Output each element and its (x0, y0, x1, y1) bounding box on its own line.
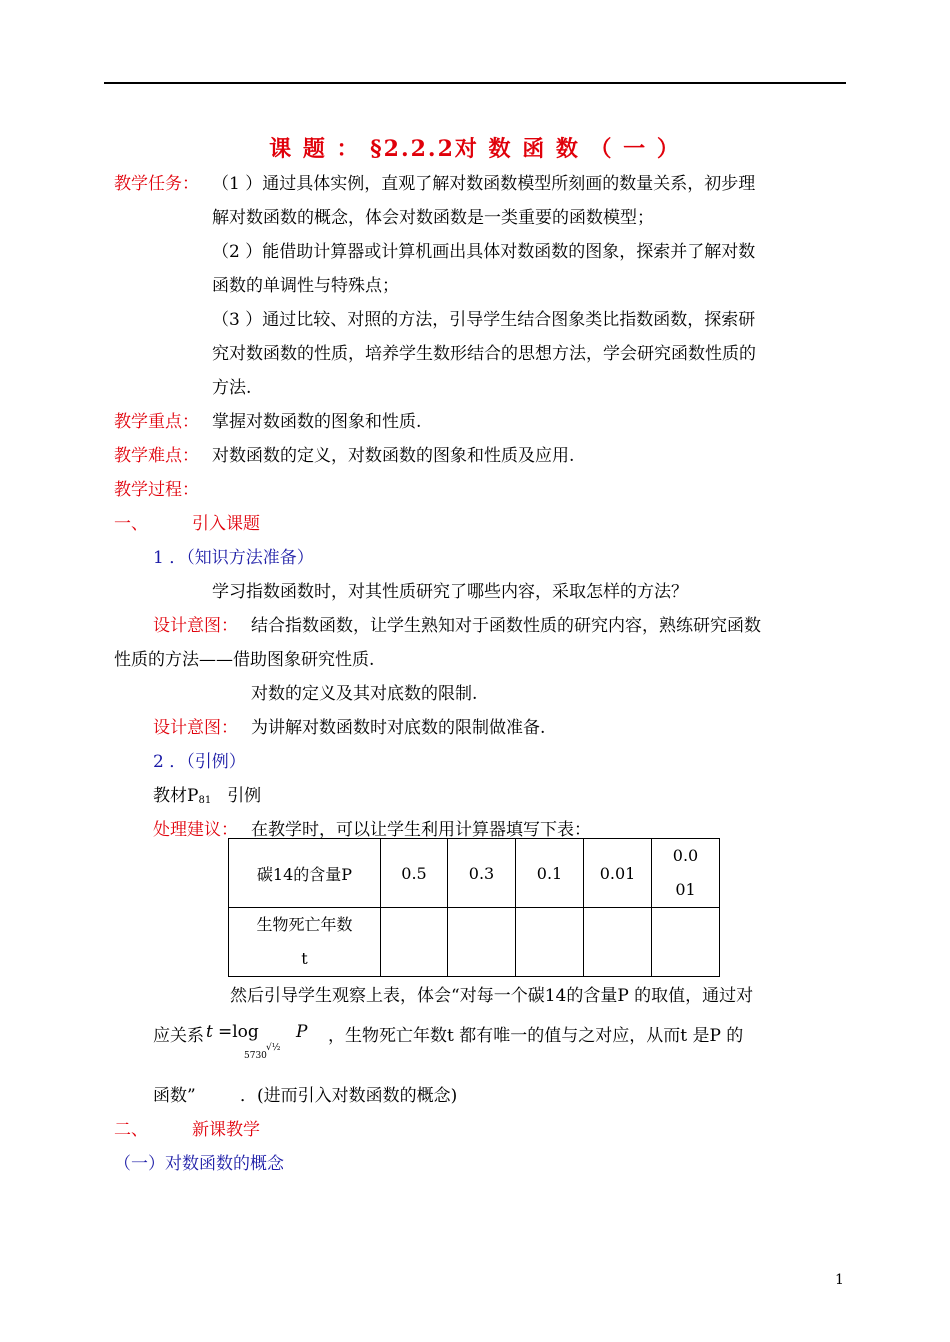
design-intent-2-label: 设计意图： (153, 718, 238, 738)
table-cell-empty (516, 908, 584, 977)
observe-line-3a: 函数” (153, 1086, 196, 1106)
suggestion-text: 在教学时，可以让学生利用计算器填写下表： (251, 820, 591, 840)
table-row (229, 839, 720, 908)
observe-line-3b: ．(进而引入对数函数的概念) (240, 1086, 458, 1106)
difficulty-label: 教学难点： (114, 446, 199, 466)
table-cell: 0.01 (584, 839, 652, 908)
item-2-heading: 2 ．（引例） (153, 752, 246, 772)
suggestion-label: 处理建议： (153, 820, 238, 840)
tasks-label: 教学任务： (114, 174, 199, 194)
design-intent-1-label: 设计意图： (153, 616, 238, 636)
question-2: 对数的定义及其对底数的限制. (251, 684, 478, 704)
task-line-2: 解对数函数的概念，体会对数函数是一类重要的函数模型； (212, 208, 654, 228)
task-line-4: 函数的单调性与特殊点； (212, 276, 399, 296)
question-1: 学习指数函数时，对其性质研究了哪些内容，采取怎样的方法？ (212, 582, 688, 602)
process-label: 教学过程： (114, 480, 199, 500)
header-rule (104, 82, 846, 84)
table-cell-last-b: 01 (675, 880, 696, 899)
page-title: 课 题 ： §2.2.2对 数 函 数 （ 一 ） (269, 136, 681, 162)
section-2-number: 二、 (114, 1120, 148, 1140)
section-1-number: 一、 (114, 514, 148, 534)
table-header-years (229, 908, 381, 977)
table-cell-empty (448, 908, 516, 977)
key-point-label: 教学重点： (114, 412, 199, 432)
design-intent-2-text: 为讲解对数函数时对底数的限制做准备. (251, 718, 546, 738)
task-line-1: （1 ）通过具体实例，直观了解对数函数模型所刻画的数量关系，初步理 (212, 174, 756, 194)
table-row (229, 908, 720, 977)
formula-log: =log (218, 1022, 259, 1042)
key-point-text: 掌握对数函数的图象和性质. (212, 412, 422, 432)
section-2-title: 新课教学 (192, 1120, 260, 1140)
design-intent-1-line-1: 结合指数函数，让学生熟知对于函数性质的研究内容，熟练研究函数 (251, 616, 761, 636)
design-intent-1-line-2: 性质的方法——借助图象研究性质. (114, 650, 375, 670)
table-header-years-a: 生物死亡年数 (256, 915, 353, 934)
task-line-7: 方法. (212, 378, 252, 398)
task-line-6: 究对数函数的性质，培养学生数形结合的思想方法，学会研究函数性质的 (212, 344, 756, 364)
textbook-page: 81 (198, 795, 212, 806)
observe-line-1: 然后引导学生观察上表，体会“对每一个碳14的含量P 的取值，通过对 (230, 986, 754, 1006)
item-1-heading: 1 ．（知识方法准备） (153, 548, 314, 568)
observe-line-2 (153, 1022, 744, 1061)
observe-pre: 应关系 (153, 1026, 204, 1046)
textbook-prefix: 教材P (153, 786, 199, 806)
formula-root: √½ (266, 1043, 281, 1053)
task-line-5: （3 ）通过比较、对照的方法，引导学生结合图象类比指数函数，探索研 (212, 310, 756, 330)
table-cell-last (652, 839, 720, 908)
table-cell-empty (584, 908, 652, 977)
textbook-reference (153, 784, 261, 813)
table-cell-last-a: 0.0 (672, 846, 699, 865)
carbon-table (228, 838, 720, 977)
table-cell: 0.5 (381, 839, 448, 908)
table-header-carbon: 碳14的含量P (229, 839, 381, 908)
formula-base: 5730 (244, 1051, 267, 1061)
observe-post: ，生物死亡年数t 都有唯一的值与之对应，从而t 是P 的 (328, 1026, 744, 1046)
task-line-3: （2 ）能借助计算器或计算机画出具体对数函数的图象，探索并了解对数 (212, 242, 756, 262)
log-formula (204, 1022, 316, 1061)
table-cell: 0.3 (448, 839, 516, 908)
formula-P: P (296, 1022, 308, 1042)
table-cell-empty (652, 908, 720, 977)
table-header-years-b: t (301, 949, 308, 968)
subsection-1-heading: （一）对数函数的概念 (114, 1154, 284, 1174)
formula-t: t (206, 1022, 213, 1042)
textbook-suffix: 引例 (227, 786, 262, 806)
table-cell-empty (381, 908, 448, 977)
table-cell: 0.1 (516, 839, 584, 908)
difficulty-text: 对数函数的定义，对数函数的图象和性质及应用. (212, 446, 575, 466)
page-number: 1 (835, 1272, 844, 1288)
section-1-title: 引入课题 (192, 514, 260, 534)
